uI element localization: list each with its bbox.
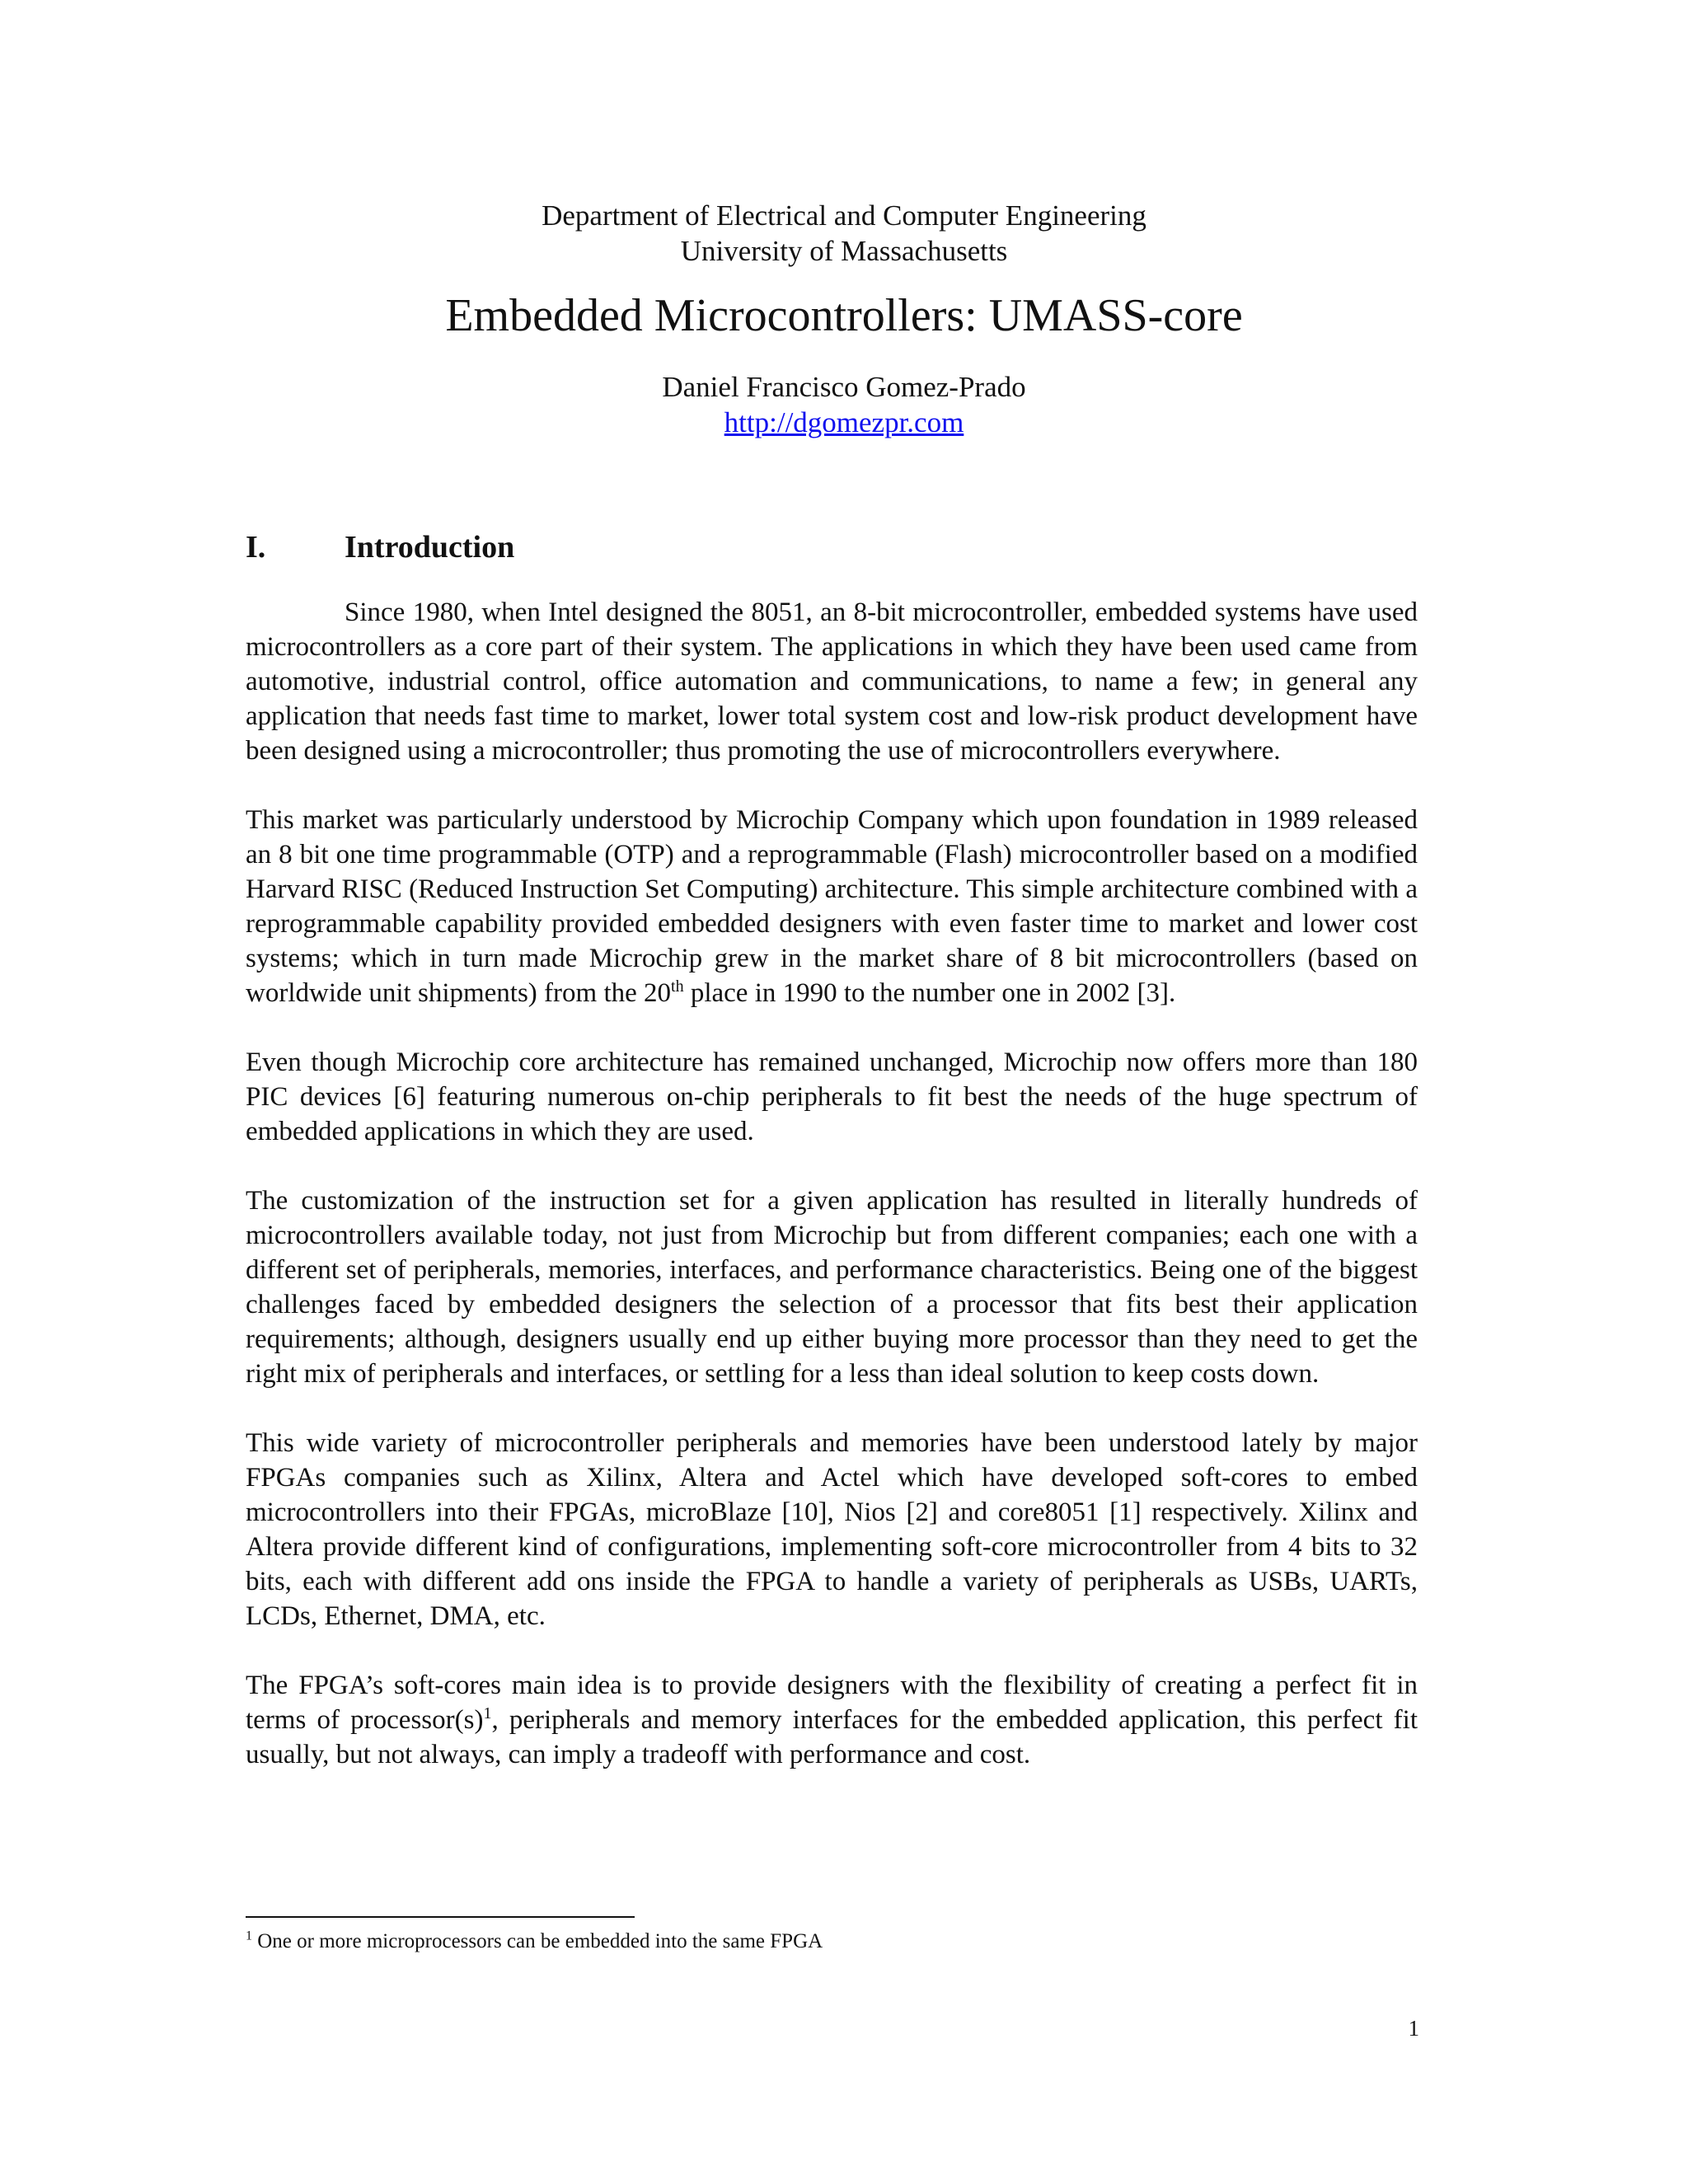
section-number: I. xyxy=(246,530,266,565)
paragraph-5: This wide variety of microcontroller peripherals and memories have been understood lately by major FPGAs companies such as Xilinx, Altera and Actel which have developed soft-cores to embed microcontrollers into their FPGAs, microBlaze [10], Nios [2] and core8051 [1] respectively. Xilinx and Altera provide different kind of configurations, implementing soft-core microcontroller from 4 bits to 32 bits, each with different add ons inside the FPGA to handle a variety of peripherals as USBs, UARTs, LCDs, Ethernet, DMA, etc. xyxy=(246,1428,1418,1631)
paragraph-4: The customization of the instruction set for a given application has resulted in literally hundreds of microcontrollers available today, not just from Microchip but from different companies; each one with a different set of peripherals, memories, interfaces, and performance characteristics. Being one of the biggest challenges faced by embedded designers the selection of a processor that fits best their application requirements; although, designers usually end up either buying more processor than they need to get the right mix of peripherals and interfaces, or settling for a less than ideal solution to keep costs down. xyxy=(246,1186,1418,1389)
paper-title: Embedded Microcontrollers: UMASS-core xyxy=(445,290,1243,341)
paragraph-1: Since 1980, when Intel designed the 8051, an 8-bit microcontroller, embedded systems have used microcontrollers as a core part of their system. The applications in which they have been used came from automotive, industrial control, office automation and communications, to name a few; in general any application that needs fast time to market, lower total system cost and low-risk product development have been designed using a microcontroller; thus promoting the use of microcontrollers everywhere. xyxy=(246,598,1418,766)
paragraph-6-text: The FPGA’s soft-cores main idea is to provide designers with the flexibility of creating a perfect fit in terms of processor(s) xyxy=(246,1671,1418,1735)
paragraph-3: Even though Microchip core architecture has remained unchanged, Microchip now offers more than 180 PIC devices [6] featuring numerous on-chip peripherals to fit best the needs of the huge spectrum of embedded applications in which they are used. xyxy=(246,1047,1418,1146)
author-website-link[interactable]: http://dgomezpr.com xyxy=(724,406,964,438)
paragraph-2 xyxy=(246,803,1418,1010)
footnote xyxy=(246,1929,823,1955)
footnote-text: One or more microprocessors can be embedded into the same FPGA xyxy=(252,1930,823,1952)
footnote-reference[interactable]: 1 xyxy=(483,1704,492,1722)
department-name: Department of Electrical and Computer Engineering xyxy=(542,199,1146,232)
title-block xyxy=(0,198,1688,440)
page-number: 1 xyxy=(1408,2016,1419,2041)
author-name: Daniel Francisco Gomez-Prado xyxy=(662,371,1026,403)
body-text xyxy=(246,595,1418,1807)
paragraph-2-text: This market was particularly understood by Microchip Company which upon foundation in 1989 released an 8 bit one time programmable (OTP) and a reprogrammable (Flash) microcontroller based on a modified Harvard RISC (Reduced Instruction Set Computing) architecture. This simple architecture combined with a reprogrammable capability provided embedded designers with even faster time to market and lower cost systems; which in turn made Microchip grew in the market share of 8 bit microcontrollers (based on worldwide unit shipments) from the 20 xyxy=(246,805,1418,1008)
paragraph-6-text-end: , peripherals and memory interfaces for the embedded application, this perfect fit usually, but not always, can imply a tradeoff with performance and cost. xyxy=(246,1705,1418,1769)
ordinal-superscript: th xyxy=(671,977,684,996)
section-title: Introduction xyxy=(345,530,515,565)
footnote-marker: 1 xyxy=(246,1929,252,1943)
section-heading xyxy=(246,529,514,565)
footnote-divider xyxy=(246,1916,635,1918)
university-name: University of Massachusetts xyxy=(680,235,1008,267)
paragraph-2-text-end: place in 1990 to the number one in 2002 [3]. xyxy=(683,978,1176,1008)
paragraph-6 xyxy=(246,1668,1418,1772)
